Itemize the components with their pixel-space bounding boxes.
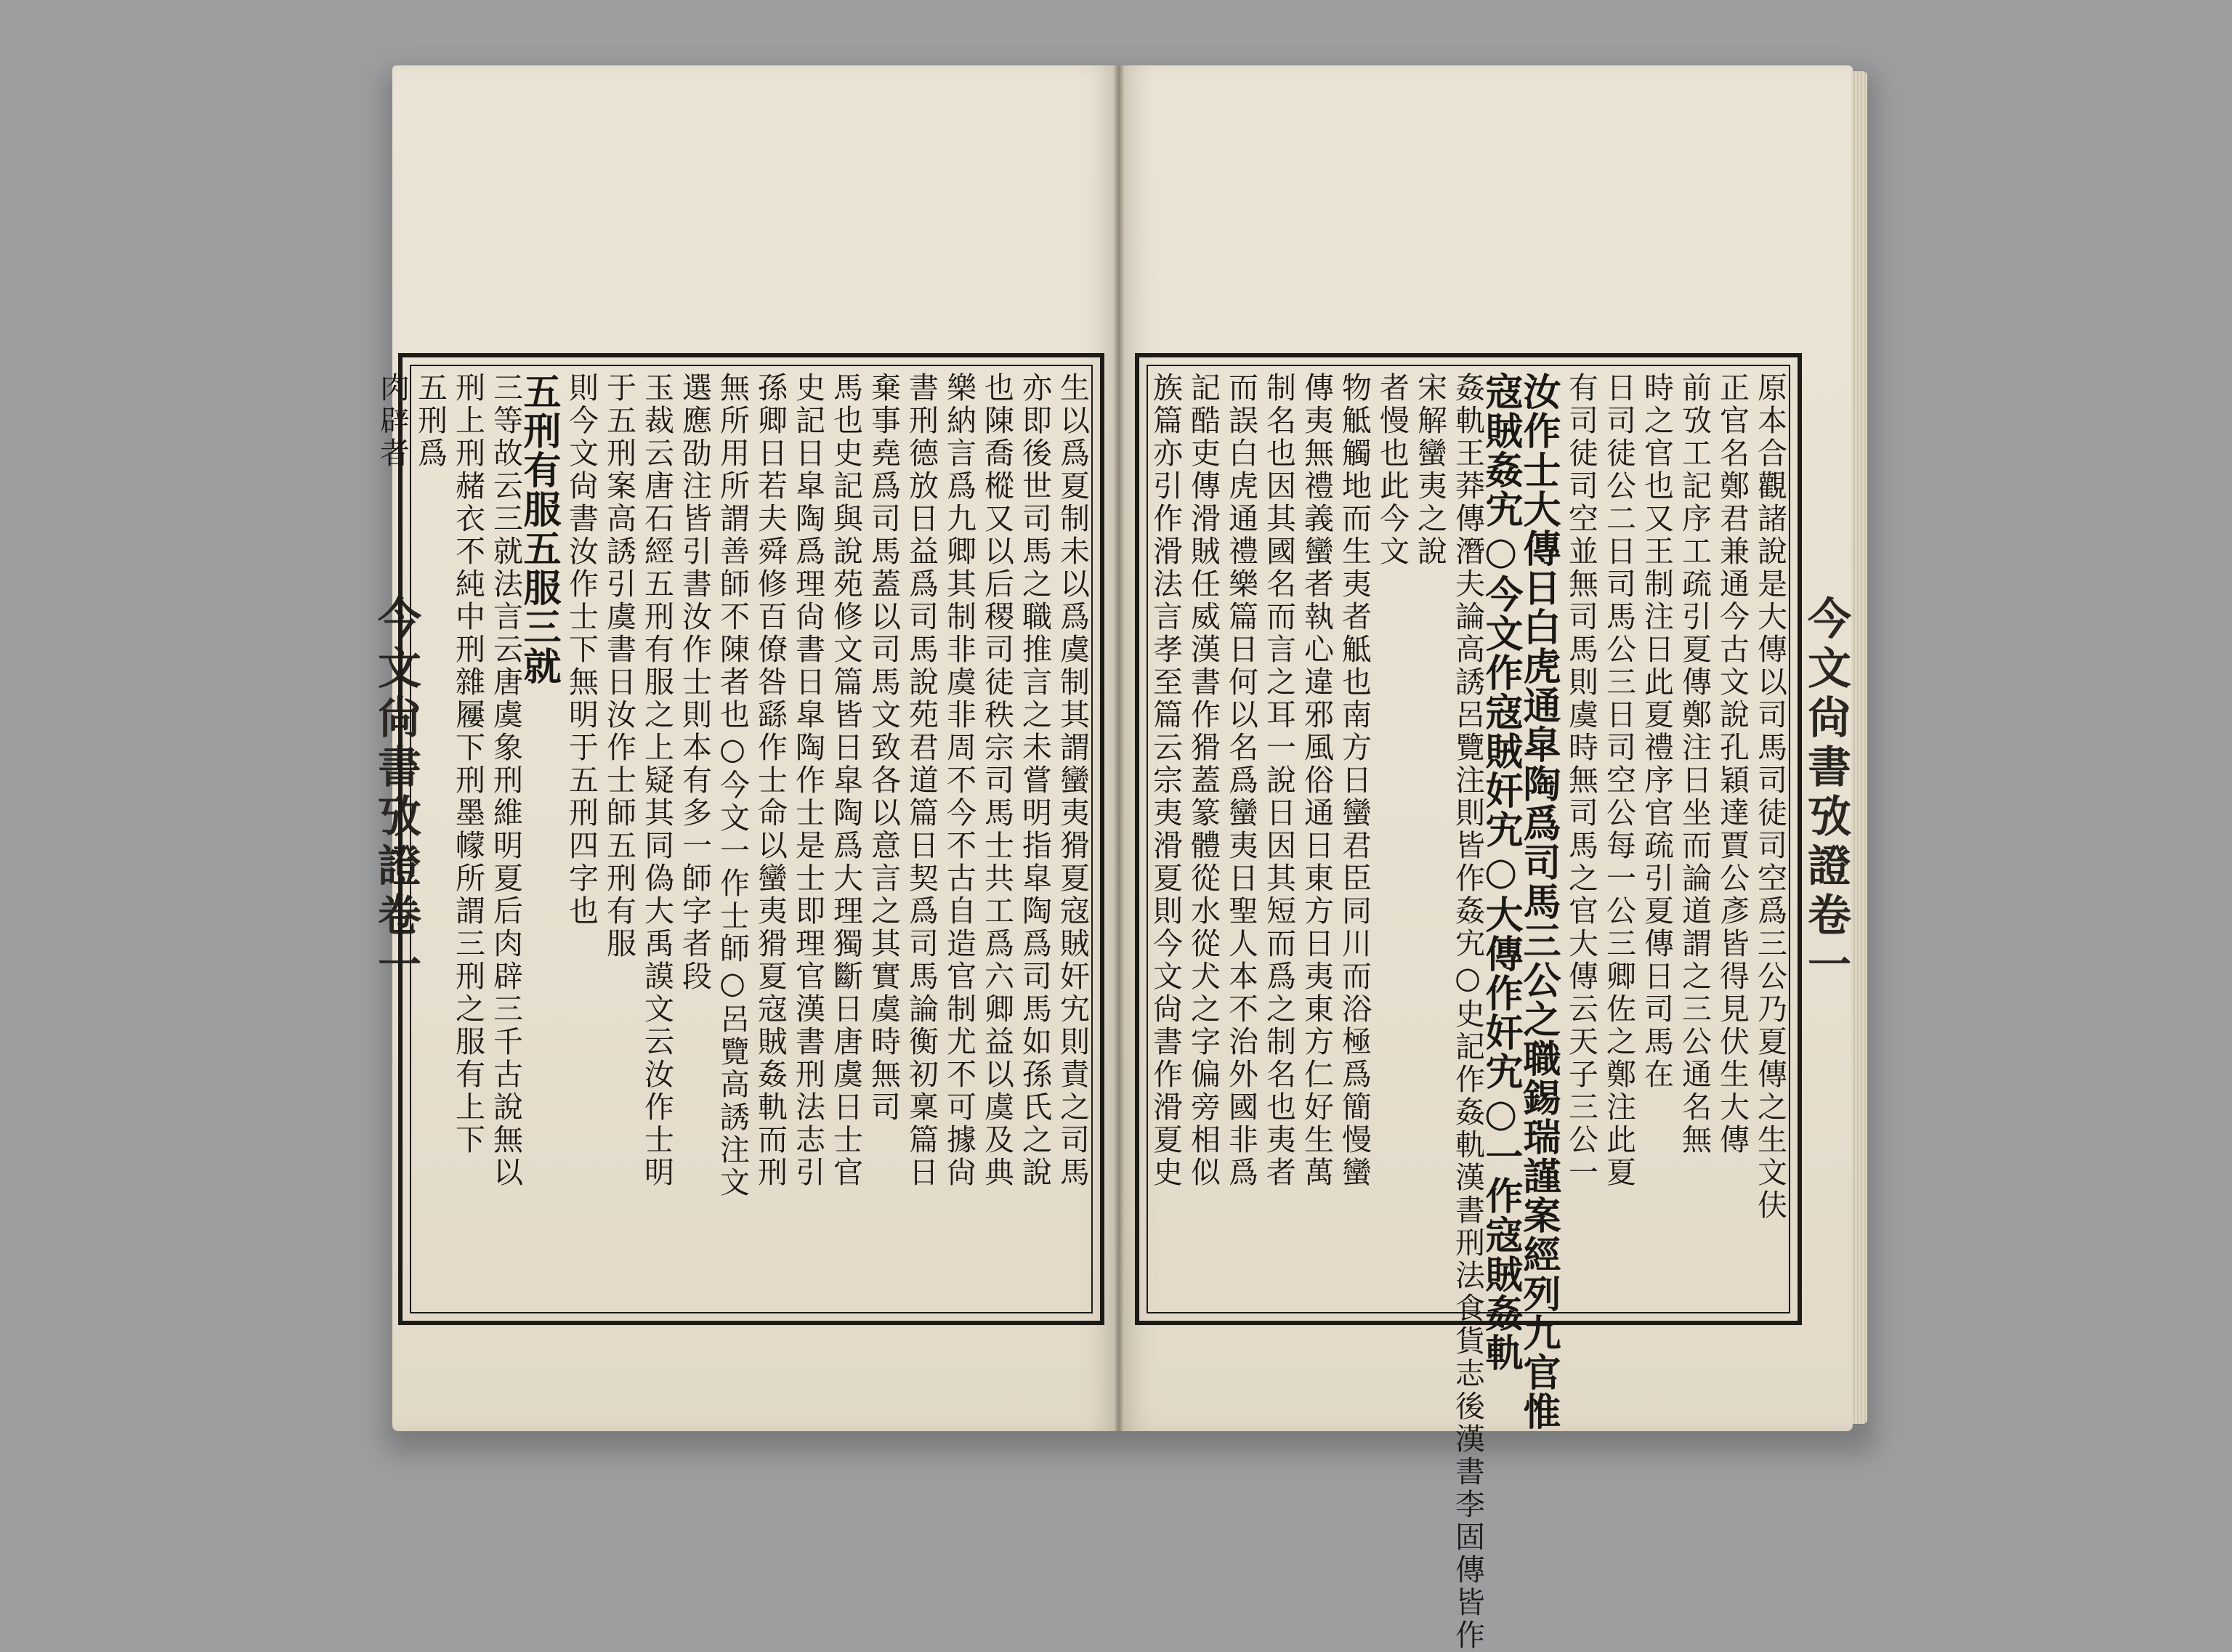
right-text-column: 物觝觸地而生夷者觝也南方日蠻君臣同川而浴極爲簡慢蠻 <box>1337 372 1372 1189</box>
left-text-column: 亦即後世司馬之職推言之未嘗明指皐陶爲司馬如孫氏之說 <box>1017 372 1052 1189</box>
left-text-column: 生以爲夏制未以爲虞制其謂蠻夷猾夏寇賊奸宄則責之司馬 <box>1055 372 1090 1189</box>
left-text-column: 肉辟者 <box>375 372 410 470</box>
right-text-column: 日司徒公二日司馬公三日司空公每一公三卿佐之鄭注此夏 <box>1601 372 1636 1189</box>
left-text-column: 五刑爲 <box>413 372 448 470</box>
right-text-column: 者慢也此今文 <box>1375 372 1410 568</box>
left-text-column: 刑上刑赭衣不純中刑雜屨下刑墨幪所謂三刑之服有上下 <box>450 372 485 1157</box>
left-text-column: 五刑有服五服三就 <box>517 372 561 686</box>
right-text-columns <box>1147 365 1790 1652</box>
right-text-column: 前攷工記序工疏引夏傳鄭注日坐而論道謂之三公通名無 <box>1677 372 1712 1157</box>
right-text-column: 汝作士大傳日白虎通皐陶爲司馬三公之職錫瑞謹案經列九官惟 <box>1516 372 1561 1431</box>
right-text-column: 時之官也又王制注日此夏禮序官疏引夏傳日司馬在 <box>1639 372 1674 1091</box>
right-text-column: 族篇亦引作滑法言孝至篇云宗夷滑夏則今文尙書作滑夏史 <box>1148 372 1183 1189</box>
book-gutter <box>1113 65 1125 1431</box>
left-text-column: 玉裁云唐石經五刑有服之上疑其同偽大禹謨文云汝作士明 <box>639 372 674 1189</box>
left-text-column: 棄事堯爲司馬蓋以司馬文致各以意言之其實虞時無司 <box>866 372 901 1124</box>
right-text-column: 制名也因其國名而言之耳一說日因其短而爲之制名也夷者 <box>1261 372 1296 1189</box>
left-text-column: 則今文尙書汝作士下無明于五刑四字也 <box>564 372 599 928</box>
right-text-column: 原本合觀諸說是大傳以司馬司徒司空爲三公乃夏傳之生文伕 <box>1752 372 1787 1222</box>
left-text-column: 也陳喬樅又以后稷司徒秩宗司馬士共工爲六卿益以虞及典 <box>979 372 1014 1189</box>
right-text-column: 記酷吏傳滑賊任威漢書作猾蓋篆體從水從犬之字偏旁相似 <box>1186 372 1221 1189</box>
right-text-column: 有司徒司空並無司馬則虞時無司馬之官大傳云天子三公一 <box>1564 372 1598 1189</box>
left-text-column: 馬也史記與說苑修文篇皆日皐陶爲大理獨斷日唐虞日士官 <box>828 372 863 1189</box>
right-text-column: 宋解蠻夷之說 <box>1412 372 1447 568</box>
left-text-column: 史記日皐陶爲理尙書日皐陶作士是士即理官漢書刑法志引 <box>790 372 825 1189</box>
left-text-column: 選應劭注皆引書汝作士則本有多一師字者段 <box>677 372 712 993</box>
right-text-column: 而誤白虎通禮樂篇日何以名爲蠻夷日聖人本不治外國非爲 <box>1224 372 1258 1189</box>
left-text-column: 書刑德放日益爲司馬說苑君道篇日契爲司馬論衡初稟篇日 <box>904 372 939 1189</box>
left-text-column: 孫卿日若夫舜修百僚咎繇作士命以蠻夷猾夏寇賊姦軌而刑 <box>753 372 788 1189</box>
left-text-column: 于五刑案高誘引虞書日汝作士師五刑有服 <box>602 372 636 960</box>
right-running-title: 今文尙書攷證卷一 <box>1800 596 1851 991</box>
right-text-column: 姦軌王莽傳潛夫論高誘呂覽注則皆作姦宄○史記作姦軌漢書刑法食貨志後漢書李固傳皆作 <box>1450 372 1485 1652</box>
right-text-column: 正官名鄭君兼通今古文說孔穎達賈公彥皆得見伏生大傳 <box>1715 372 1750 1157</box>
right-text-column: 寇賊姦宄○今文作寇賊奸宄○大傳作奸宄○一作寇賊姦軌 <box>1479 372 1523 1372</box>
left-text-column: 無所用所謂善師不陳者也○今文一作士師○呂覽高誘注文 <box>715 372 750 1199</box>
right-text-column: 傳夷無禮義蠻者執心違邪風俗通日東方日夷東方仁好生萬 <box>1299 372 1334 1189</box>
left-running-title: 今文尙書攷證卷一 <box>371 596 421 991</box>
right-text-frame <box>1135 353 1802 1652</box>
left-text-column: 樂納言爲九卿其制非虞非周不今不古自造官制尤不可據尙 <box>942 372 976 1189</box>
left-text-column: 三等故云三就法言云唐虞象刑維明夏后肉辟三千古說無以 <box>488 372 523 1189</box>
